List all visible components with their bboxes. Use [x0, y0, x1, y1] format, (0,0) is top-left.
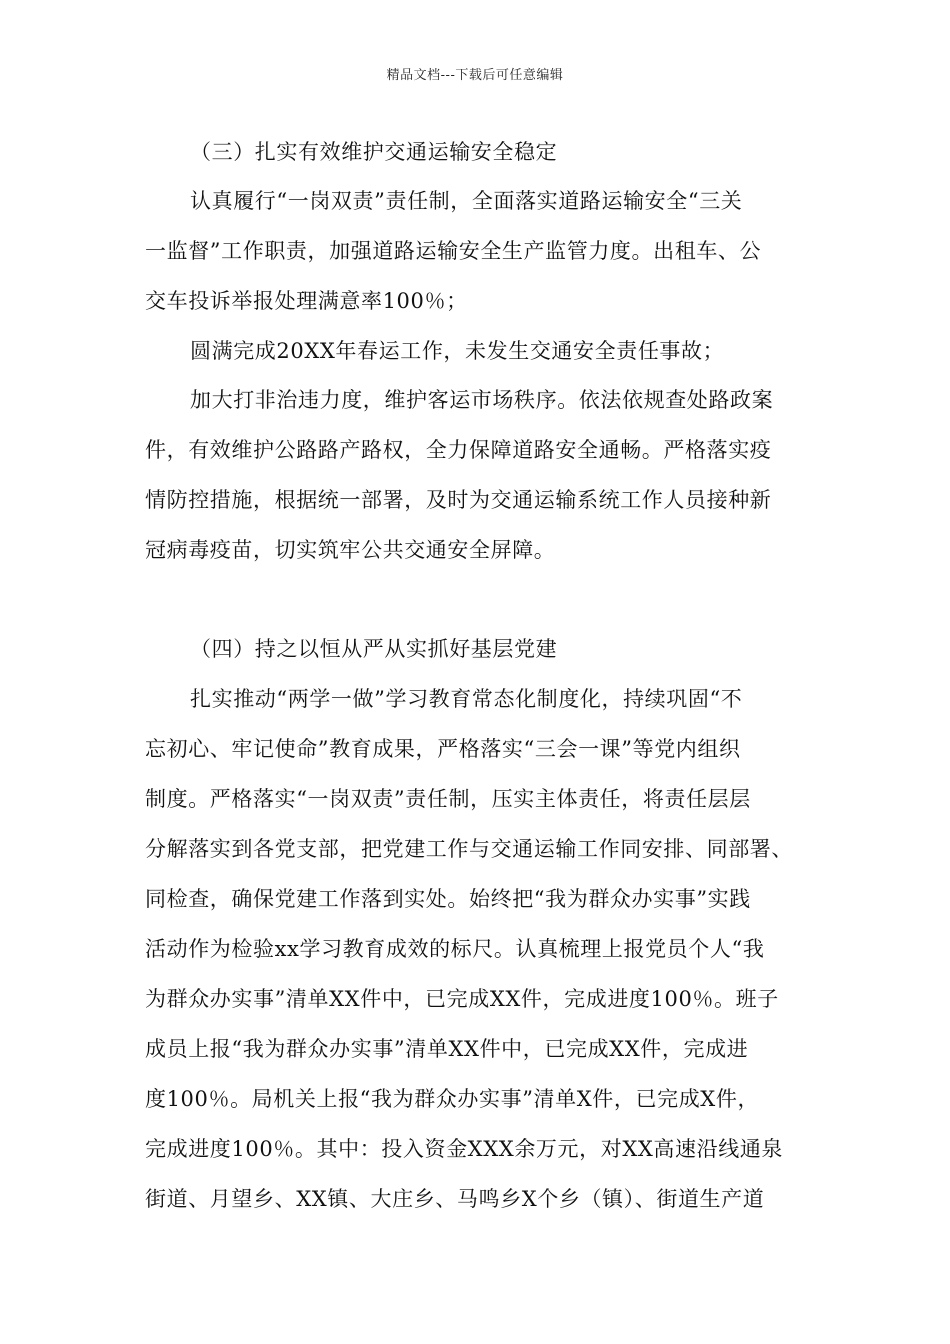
paragraph-line: 度100％。局机关上报“我为群众办实事”清单X件，已完成X件，	[145, 1087, 760, 1111]
paragraph-line: 活动作为检验xx学习教育成效的标尺。认真梳理上报党员个人“我	[145, 937, 765, 961]
paragraph-line: 成员上报“我为群众办实事”清单XX件中，已完成XX件，完成进	[145, 1037, 749, 1061]
paragraph-line: 完成进度100％。其中：投入资金XXX余万元，对XX高速沿线通泉	[145, 1137, 784, 1161]
paragraph-line: 同检查，确保党建工作落到实处。始终把“我为群众办实事”实践	[145, 887, 751, 911]
paragraph-line: 扎实推动“两学一做”学习教育常态化制度化，持续巩固“不	[190, 687, 743, 711]
page-header: 精品文档---下载后可任意编辑	[386, 68, 564, 83]
paragraph-line: 一监督”工作职责，加强道路运输安全生产监管力度。出租车、公	[145, 239, 762, 263]
paragraph-line: 情防控措施，根据统一部署，及时为交通运输系统工作人员接种新	[145, 488, 772, 512]
paragraph-line: 认真履行“一岗双责”责任制，全面落实道路运输安全“三关	[190, 189, 743, 213]
section-heading-3: （三）扎实有效维护交通运输安全稳定	[190, 140, 558, 164]
section-heading-4: （四）持之以恒从严从实抓好基层党建	[190, 637, 558, 661]
paragraph-line: 为群众办实事”清单XX件中，已完成XX件，完成进度100％。班子	[145, 987, 779, 1011]
paragraph-line: 街道、月望乡、XX镇、大庄乡、马鸣乡X个乡（镇）、街道生产道	[145, 1187, 765, 1211]
paragraph-line: 加大打非治违力度，维护客运市场秩序。依法依规查处路政案	[190, 388, 774, 412]
paragraph-line: 忘初心、牢记使命”教育成果，严格落实“三会一课”等党内组织	[145, 737, 741, 761]
paragraph-line: 分解落实到各党支部，把党建工作与交通运输工作同安排、同部署、	[145, 837, 793, 861]
paragraph-line: 冠病毒疫苗，切实筑牢公共交通安全屏障。	[145, 538, 556, 562]
paragraph-line: 件，有效维护公路路产路权，全力保障道路安全通畅。严格落实疫	[145, 438, 772, 462]
paragraph-line: 圆满完成20XX年春运工作，未发生交通安全责任事故；	[190, 339, 725, 363]
paragraph-line: 制度。严格落实“一岗双责”责任制，压实主体责任，将责任层层	[145, 787, 751, 811]
paragraph-line: 交车投诉举报处理满意率100％；	[145, 289, 468, 313]
